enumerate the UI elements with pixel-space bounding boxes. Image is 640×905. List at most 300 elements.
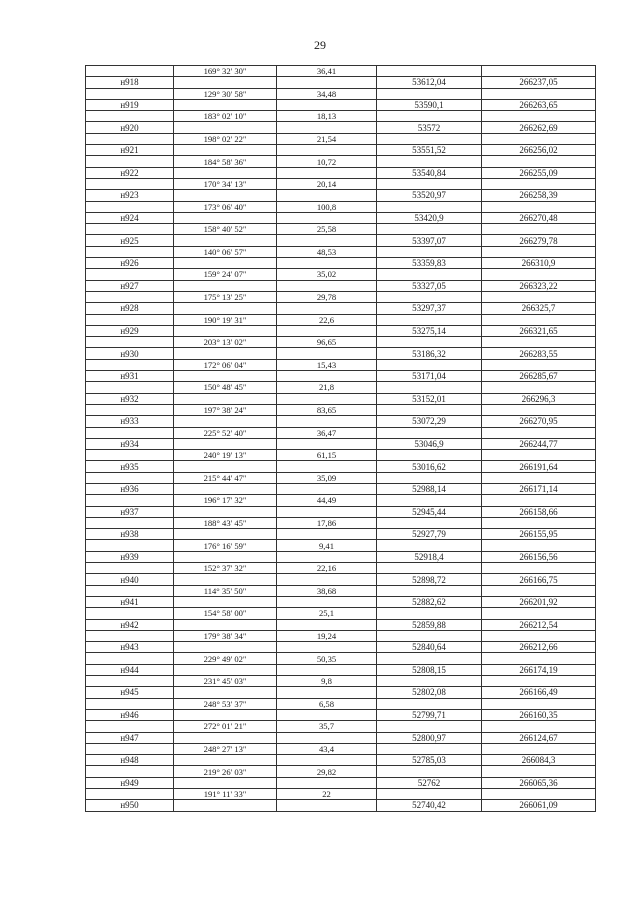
y-cell: [482, 721, 596, 732]
length-cell: 10,72: [277, 156, 377, 167]
length-cell: [277, 212, 377, 223]
point-cell: [86, 314, 174, 325]
x-cell: [377, 676, 482, 687]
point-cell: [86, 156, 174, 167]
angle-cell: [174, 664, 277, 675]
angle-cell: [174, 77, 277, 88]
point-row: [86, 371, 596, 382]
x-cell: [377, 517, 482, 528]
segment-row: [86, 66, 596, 77]
y-cell: 266321,65: [482, 325, 596, 336]
segment-row: [86, 472, 596, 483]
angle-cell: 248° 27' 13": [174, 743, 277, 754]
y-cell: [482, 495, 596, 506]
x-cell: [377, 178, 482, 189]
x-cell: [377, 450, 482, 461]
y-cell: [482, 653, 596, 664]
angle-cell: [174, 280, 277, 291]
point-cell: [86, 563, 174, 574]
point-row: [86, 529, 596, 540]
point-row: [86, 438, 596, 449]
angle-cell: 154° 58' 00": [174, 608, 277, 619]
y-cell: [482, 133, 596, 144]
point-row: [86, 348, 596, 359]
y-cell: [482, 450, 596, 461]
x-cell: 53327,05: [377, 280, 482, 291]
x-cell: [377, 224, 482, 235]
length-cell: [277, 99, 377, 110]
point-cell: н938: [86, 529, 174, 540]
angle-cell: 188° 43' 45": [174, 517, 277, 528]
segment-row: [86, 517, 596, 528]
y-cell: 266255,09: [482, 167, 596, 178]
x-cell: 52927,79: [377, 529, 482, 540]
length-cell: 6,58: [277, 698, 377, 709]
point-cell: [86, 676, 174, 687]
point-cell: [86, 743, 174, 754]
length-cell: [277, 755, 377, 766]
point-cell: [86, 111, 174, 122]
y-cell: [482, 337, 596, 348]
length-cell: 96,65: [277, 337, 377, 348]
point-cell: [86, 517, 174, 528]
point-cell: н941: [86, 596, 174, 607]
x-cell: 53572: [377, 122, 482, 133]
length-cell: 44,49: [277, 495, 377, 506]
length-cell: [277, 393, 377, 404]
length-cell: [277, 529, 377, 540]
angle-cell: [174, 777, 277, 788]
point-row: [86, 235, 596, 246]
x-cell: [377, 721, 482, 732]
y-cell: [482, 382, 596, 393]
segment-row: [86, 585, 596, 596]
angle-cell: 198° 02' 22": [174, 133, 277, 144]
length-cell: 35,7: [277, 721, 377, 732]
point-cell: н918: [86, 77, 174, 88]
length-cell: 9,8: [277, 676, 377, 687]
point-cell: [86, 585, 174, 596]
angle-cell: 158° 40' 52": [174, 224, 277, 235]
y-cell: [482, 291, 596, 302]
angle-cell: 190° 19' 31": [174, 314, 277, 325]
point-cell: [86, 653, 174, 664]
angle-cell: 219° 26' 03": [174, 766, 277, 777]
angle-cell: [174, 551, 277, 562]
point-cell: н929: [86, 325, 174, 336]
point-cell: н942: [86, 619, 174, 630]
y-cell: [482, 88, 596, 99]
x-cell: 52762: [377, 777, 482, 788]
x-cell: [377, 269, 482, 280]
y-cell: [482, 743, 596, 754]
angle-cell: [174, 755, 277, 766]
segment-row: [86, 427, 596, 438]
length-cell: 36,41: [277, 66, 377, 77]
point-row: [86, 416, 596, 427]
table-body: [86, 66, 596, 812]
y-cell: 266166,75: [482, 574, 596, 585]
angle-cell: [174, 167, 277, 178]
length-cell: 15,43: [277, 359, 377, 370]
y-cell: [482, 563, 596, 574]
angle-cell: 215° 44' 47": [174, 472, 277, 483]
y-cell: [482, 111, 596, 122]
angle-cell: 229° 49' 02": [174, 653, 277, 664]
x-cell: 52802,08: [377, 687, 482, 698]
length-cell: [277, 551, 377, 562]
point-cell: н924: [86, 212, 174, 223]
y-cell: [482, 404, 596, 415]
x-cell: 52799,71: [377, 709, 482, 720]
point-cell: [86, 789, 174, 800]
length-cell: [277, 145, 377, 156]
point-row: [86, 642, 596, 653]
point-cell: [86, 698, 174, 709]
point-cell: [86, 450, 174, 461]
segment-row: [86, 359, 596, 370]
length-cell: [277, 122, 377, 133]
point-row: [86, 280, 596, 291]
x-cell: [377, 540, 482, 551]
y-cell: 266262,69: [482, 122, 596, 133]
x-cell: 52840,64: [377, 642, 482, 653]
segment-row: [86, 178, 596, 189]
y-cell: 266325,7: [482, 303, 596, 314]
angle-cell: [174, 461, 277, 472]
point-row: [86, 664, 596, 675]
y-cell: [482, 517, 596, 528]
point-cell: [86, 359, 174, 370]
length-cell: [277, 167, 377, 178]
point-cell: [86, 88, 174, 99]
point-cell: н947: [86, 732, 174, 743]
segment-row: [86, 291, 596, 302]
angle-cell: [174, 325, 277, 336]
segment-row: [86, 698, 596, 709]
point-cell: н950: [86, 800, 174, 811]
point-cell: н922: [86, 167, 174, 178]
length-cell: 18,13: [277, 111, 377, 122]
y-cell: [482, 427, 596, 438]
segment-row: [86, 766, 596, 777]
length-cell: [277, 280, 377, 291]
point-row: [86, 755, 596, 766]
x-cell: [377, 495, 482, 506]
x-cell: [377, 246, 482, 257]
angle-cell: [174, 371, 277, 382]
angle-cell: [174, 393, 277, 404]
point-cell: [86, 178, 174, 189]
x-cell: 53297,37: [377, 303, 482, 314]
angle-cell: [174, 348, 277, 359]
angle-cell: 152° 37' 32": [174, 563, 277, 574]
point-cell: [86, 201, 174, 212]
segment-row: [86, 789, 596, 800]
length-cell: [277, 348, 377, 359]
point-cell: н948: [86, 755, 174, 766]
y-cell: 266258,39: [482, 190, 596, 201]
length-cell: 29,82: [277, 766, 377, 777]
point-row: [86, 732, 596, 743]
y-cell: 266256,02: [482, 145, 596, 156]
length-cell: 22,16: [277, 563, 377, 574]
segment-row: [86, 224, 596, 235]
point-row: [86, 258, 596, 269]
length-cell: [277, 777, 377, 788]
y-cell: [482, 789, 596, 800]
x-cell: 52945,44: [377, 506, 482, 517]
y-cell: 266263,65: [482, 99, 596, 110]
y-cell: [482, 698, 596, 709]
x-cell: 53540,84: [377, 167, 482, 178]
segment-row: [86, 133, 596, 144]
y-cell: [482, 472, 596, 483]
point-cell: [86, 291, 174, 302]
length-cell: 21,8: [277, 382, 377, 393]
segment-row: [86, 450, 596, 461]
segment-row: [86, 246, 596, 257]
length-cell: 83,65: [277, 404, 377, 415]
length-cell: 100,8: [277, 201, 377, 212]
angle-cell: 225° 52' 40": [174, 427, 277, 438]
length-cell: [277, 190, 377, 201]
length-cell: [277, 642, 377, 653]
length-cell: 20,14: [277, 178, 377, 189]
point-cell: [86, 382, 174, 393]
segment-row: [86, 404, 596, 415]
angle-cell: [174, 416, 277, 427]
length-cell: [277, 303, 377, 314]
segment-row: [86, 540, 596, 551]
x-cell: [377, 563, 482, 574]
point-cell: н920: [86, 122, 174, 133]
x-cell: 53072,29: [377, 416, 482, 427]
angle-cell: 183° 02' 10": [174, 111, 277, 122]
y-cell: 266171,14: [482, 483, 596, 494]
x-cell: 52898,72: [377, 574, 482, 585]
point-row: [86, 303, 596, 314]
length-cell: 61,15: [277, 450, 377, 461]
y-cell: 266084,3: [482, 755, 596, 766]
y-cell: [482, 585, 596, 596]
length-cell: 9,41: [277, 540, 377, 551]
angle-cell: [174, 303, 277, 314]
angle-cell: [174, 709, 277, 720]
point-row: [86, 596, 596, 607]
angle-cell: 248° 53' 37": [174, 698, 277, 709]
y-cell: 266296,3: [482, 393, 596, 404]
angle-cell: 150° 48' 45": [174, 382, 277, 393]
x-cell: [377, 427, 482, 438]
point-cell: [86, 540, 174, 551]
length-cell: [277, 596, 377, 607]
segment-row: [86, 314, 596, 325]
x-cell: 52740,42: [377, 800, 482, 811]
y-cell: 266270,48: [482, 212, 596, 223]
x-cell: 53171,04: [377, 371, 482, 382]
y-cell: 266279,78: [482, 235, 596, 246]
point-cell: [86, 404, 174, 415]
length-cell: 48,53: [277, 246, 377, 257]
point-cell: [86, 224, 174, 235]
x-cell: [377, 314, 482, 325]
x-cell: 53275,14: [377, 325, 482, 336]
x-cell: [377, 111, 482, 122]
y-cell: [482, 630, 596, 641]
length-cell: 38,68: [277, 585, 377, 596]
length-cell: 22,6: [277, 314, 377, 325]
coordinates-table: [85, 65, 596, 812]
angle-cell: 184° 58' 36": [174, 156, 277, 167]
point-cell: [86, 133, 174, 144]
point-row: [86, 619, 596, 630]
segment-row: [86, 630, 596, 641]
y-cell: 266174,19: [482, 664, 596, 675]
point-cell: [86, 337, 174, 348]
point-cell: н930: [86, 348, 174, 359]
point-cell: н940: [86, 574, 174, 585]
x-cell: [377, 359, 482, 370]
length-cell: [277, 483, 377, 494]
x-cell: 53397,07: [377, 235, 482, 246]
angle-cell: 169° 32' 30": [174, 66, 277, 77]
length-cell: [277, 235, 377, 246]
segment-row: [86, 743, 596, 754]
x-cell: 53016,62: [377, 461, 482, 472]
point-row: [86, 687, 596, 698]
length-cell: [277, 687, 377, 698]
length-cell: 36,47: [277, 427, 377, 438]
point-cell: н934: [86, 438, 174, 449]
point-cell: [86, 246, 174, 257]
length-cell: 25,1: [277, 608, 377, 619]
x-cell: 52859,88: [377, 619, 482, 630]
x-cell: 53420,9: [377, 212, 482, 223]
x-cell: [377, 789, 482, 800]
segment-row: [86, 269, 596, 280]
point-row: [86, 800, 596, 811]
x-cell: 52918,4: [377, 551, 482, 562]
point-cell: [86, 495, 174, 506]
angle-cell: [174, 483, 277, 494]
point-row: [86, 167, 596, 178]
point-cell: н921: [86, 145, 174, 156]
angle-cell: [174, 619, 277, 630]
point-cell: н926: [86, 258, 174, 269]
length-cell: [277, 709, 377, 720]
point-row: [86, 325, 596, 336]
length-cell: [277, 325, 377, 336]
angle-cell: [174, 99, 277, 110]
segment-row: [86, 337, 596, 348]
angle-cell: [174, 687, 277, 698]
point-row: [86, 393, 596, 404]
x-cell: [377, 585, 482, 596]
length-cell: [277, 461, 377, 472]
point-cell: н939: [86, 551, 174, 562]
length-cell: 35,09: [277, 472, 377, 483]
angle-cell: 140° 06' 57": [174, 246, 277, 257]
angle-cell: [174, 145, 277, 156]
y-cell: [482, 766, 596, 777]
angle-cell: [174, 574, 277, 585]
segment-row: [86, 653, 596, 664]
angle-cell: 179° 38' 34": [174, 630, 277, 641]
y-cell: 266285,67: [482, 371, 596, 382]
point-cell: [86, 766, 174, 777]
point-cell: н935: [86, 461, 174, 472]
x-cell: 53152,01: [377, 393, 482, 404]
y-cell: 266244,77: [482, 438, 596, 449]
angle-cell: 231° 45' 03": [174, 676, 277, 687]
y-cell: 266283,55: [482, 348, 596, 359]
point-cell: н944: [86, 664, 174, 675]
y-cell: 266061,09: [482, 800, 596, 811]
angle-cell: [174, 642, 277, 653]
point-cell: н933: [86, 416, 174, 427]
length-cell: 19,24: [277, 630, 377, 641]
segment-row: [86, 382, 596, 393]
x-cell: 53590,1: [377, 99, 482, 110]
x-cell: 52785,03: [377, 755, 482, 766]
y-cell: [482, 676, 596, 687]
y-cell: [482, 201, 596, 212]
point-cell: н931: [86, 371, 174, 382]
y-cell: 266156,56: [482, 551, 596, 562]
point-row: [86, 99, 596, 110]
length-cell: [277, 574, 377, 585]
y-cell: 266155,95: [482, 529, 596, 540]
x-cell: 52882,62: [377, 596, 482, 607]
angle-cell: 240° 19' 13": [174, 450, 277, 461]
x-cell: [377, 156, 482, 167]
angle-cell: 129° 30' 58": [174, 88, 277, 99]
x-cell: [377, 337, 482, 348]
length-cell: [277, 732, 377, 743]
x-cell: [377, 653, 482, 664]
segment-row: [86, 88, 596, 99]
x-cell: [377, 608, 482, 619]
point-row: [86, 483, 596, 494]
angle-cell: [174, 438, 277, 449]
page-number: 29: [314, 38, 326, 52]
angle-cell: 175° 13' 25": [174, 291, 277, 302]
x-cell: [377, 88, 482, 99]
x-cell: [377, 743, 482, 754]
x-cell: 52800,97: [377, 732, 482, 743]
point-row: [86, 777, 596, 788]
y-cell: 266166,49: [482, 687, 596, 698]
x-cell: [377, 698, 482, 709]
point-cell: н946: [86, 709, 174, 720]
x-cell: [377, 472, 482, 483]
length-cell: [277, 619, 377, 630]
point-row: [86, 551, 596, 562]
length-cell: [277, 438, 377, 449]
angle-cell: [174, 122, 277, 133]
angle-cell: [174, 506, 277, 517]
angle-cell: 176° 16' 59": [174, 540, 277, 551]
y-cell: 266065,36: [482, 777, 596, 788]
point-cell: [86, 608, 174, 619]
length-cell: 43,4: [277, 743, 377, 754]
length-cell: [277, 664, 377, 675]
y-cell: 266191,64: [482, 461, 596, 472]
angle-cell: 172° 06' 04": [174, 359, 277, 370]
length-cell: [277, 371, 377, 382]
segment-row: [86, 676, 596, 687]
